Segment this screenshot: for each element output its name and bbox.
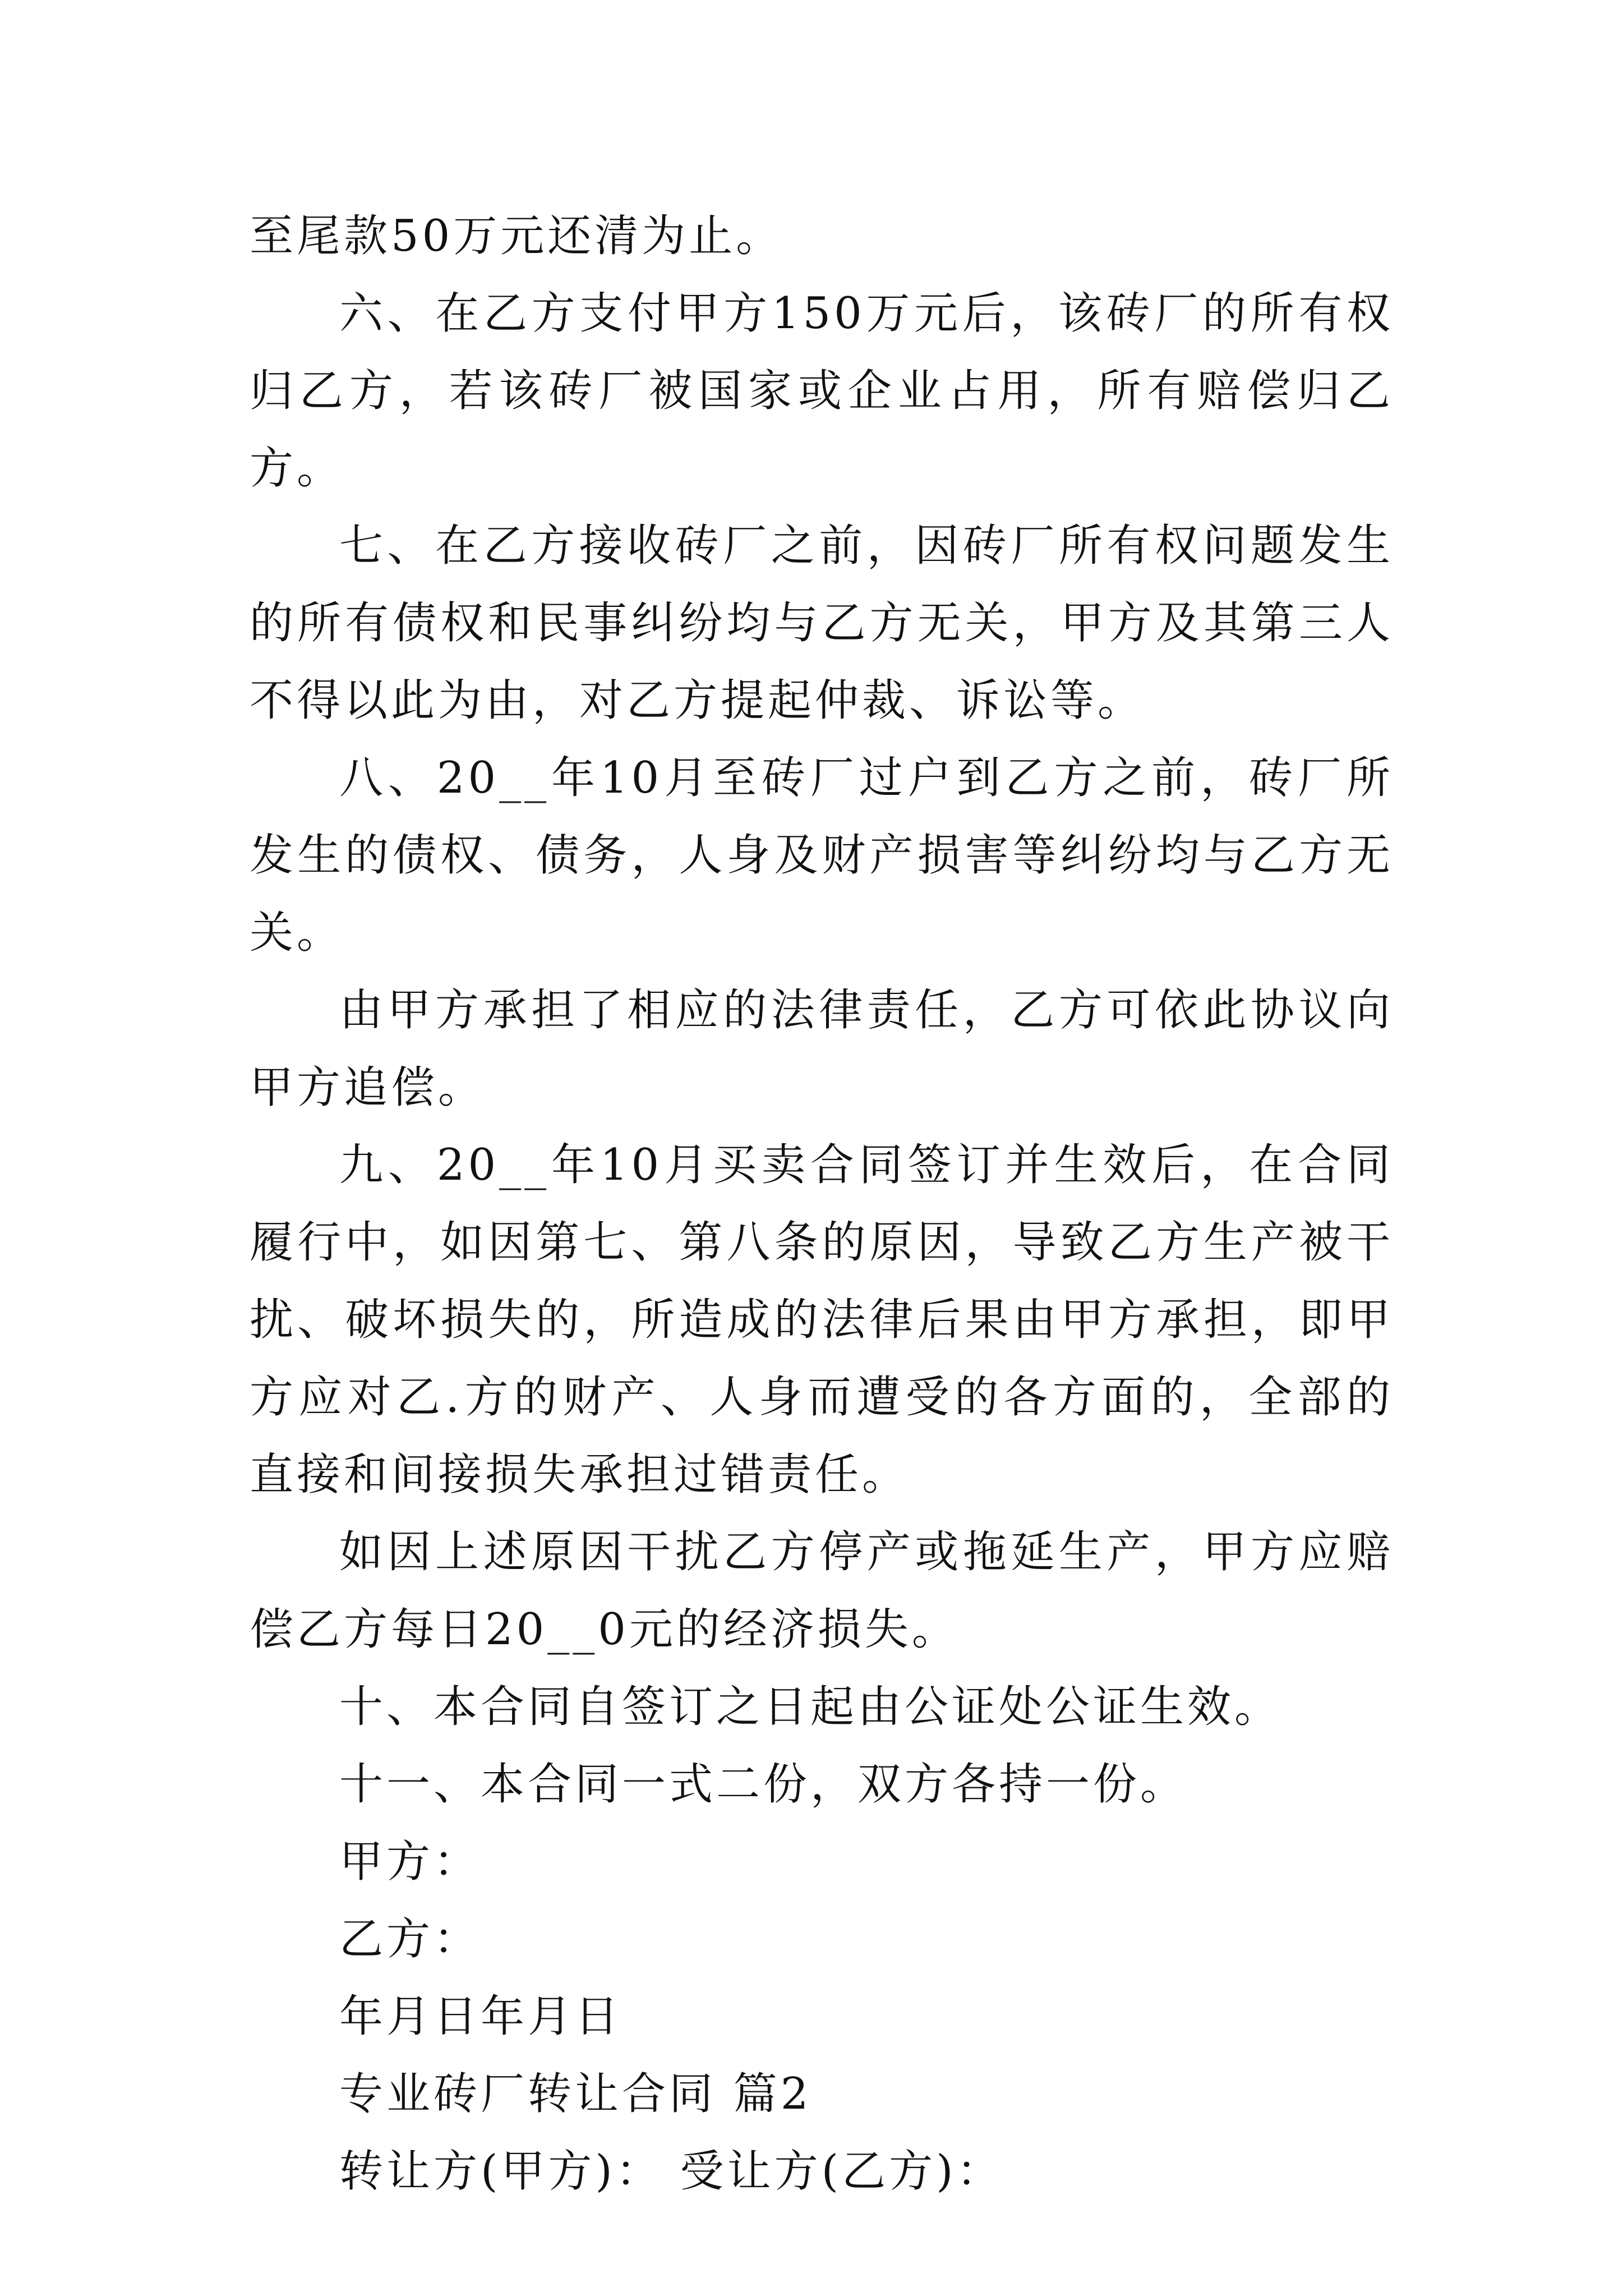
clause-8: 八、20__年10月至砖厂过户到乙方之前，砖厂所发生的债权、债务，人身及财产损害等纠纷均与乙方无关。: [250, 753, 1394, 958]
clause-10: 十、本合同自签订之日起由公证处公证生效。: [339, 1682, 1282, 1732]
clause-9: 九、20__年10月买卖合同签订并生效后，在合同履行中，如因第七、第八条的原因，导致乙方生产被干扰、破坏损失的，所造成的法律后果由甲方承担，即甲方应对乙.方的财产、人身而遭受的各方面的，全部的直接和间接损失承担过错责任。: [250, 1140, 1394, 1500]
paragraph-continuation: 至尾款50万元还清为止。: [250, 211, 783, 261]
clause-11: 十一、本合同一式二份，双方各持一份。: [339, 1759, 1188, 1810]
party-a-signature-label: 甲方：: [339, 1837, 481, 1887]
section-heading: 专业砖厂转让合同 篇2: [339, 2069, 812, 2119]
clause-8-note: 由甲方承担了相应的法律责任，乙方可依此协议向甲方追偿。: [250, 985, 1394, 1113]
clause-9-compensation: 如因上述原因干扰乙方停产或拖延生产，甲方应赔偿乙方每日20__0元的经济损失。: [250, 1527, 1394, 1655]
document-body: [250, 197, 1394, 2210]
party-b-signature-label: 乙方：: [339, 1914, 481, 1964]
signature-dates: 年月日年月日: [339, 1991, 623, 2042]
parties-line: 转让方(甲方)： 受让方(乙方)：: [339, 2146, 1004, 2197]
clause-7: 七、在乙方接收砖厂之前，因砖厂所有权问题发生的所有债权和民事纠纷均与乙方无关，甲方及其第三人不得以此为由，对乙方提起仲裁、诉讼等。: [250, 521, 1394, 726]
clause-6: 六、在乙方支付甲方150万元后，该砖厂的所有权归乙方，若该砖厂被国家或企业占用，所有赔偿归乙方。: [250, 288, 1394, 494]
